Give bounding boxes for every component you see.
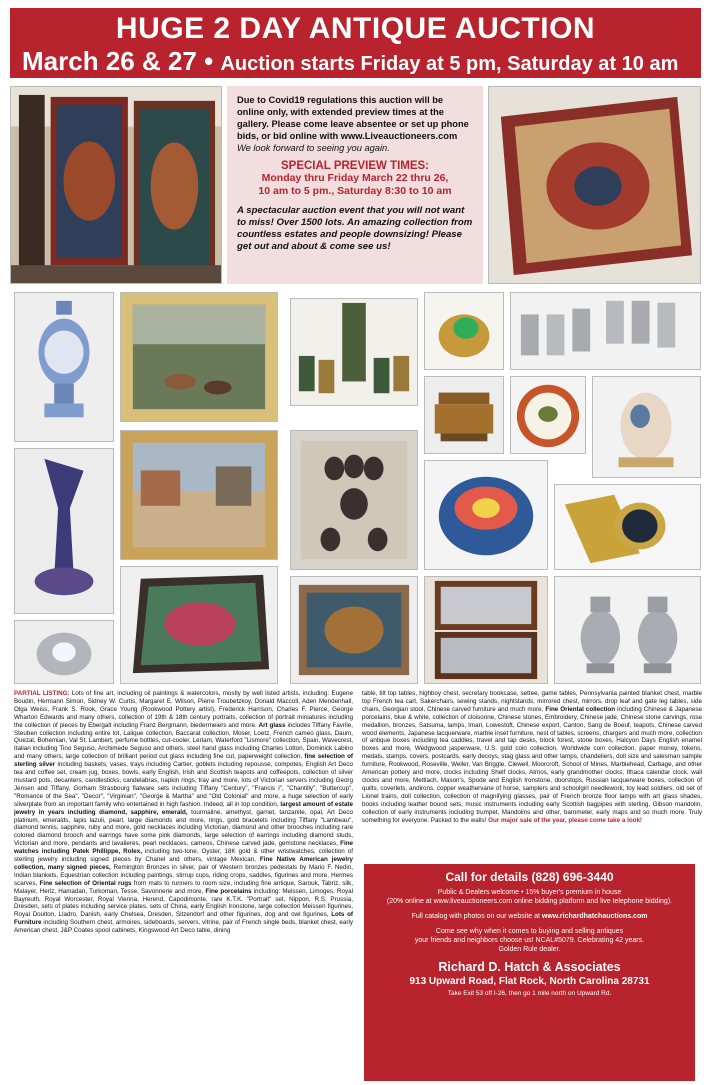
auction-title: HUGE 2 DAY ANTIQUE AUCTION	[115, 12, 596, 45]
photo-beaded-tray	[120, 566, 278, 684]
listing-text: Remington Bronzes in silver, pair of Western bronzes pedestals by Mario F. Nedin, Indian blankets, Equestrian collection including paintings, stirrup cups, riding crops, saddles, figurines and more, Hermes scarves,	[14, 863, 353, 887]
photo-carved-lacquer-box	[424, 376, 504, 454]
photo-sterling-goblets	[510, 292, 701, 370]
photo-flatware-chest	[424, 576, 548, 684]
listing-highlight: Fine selection of Oriental rugs	[39, 879, 132, 887]
photo-gold-wristwatch	[554, 484, 701, 570]
listing-column-right	[362, 690, 702, 880]
auction-dates-line	[22, 46, 678, 77]
listing-highlight: largest amount of estate jewelry in years including diamond, sapphire, emerald,	[14, 800, 353, 816]
online-premium-line: (20% online at www.liveauctioneers.com online bidding platform and live telephone bidding).	[386, 898, 673, 905]
listing-label: PARTIAL LISTING:	[14, 690, 70, 697]
listing-highlight: fine selection of sterling silver	[14, 753, 353, 769]
listing-highlight: Fine watches including Patek Phillippe, Rolex,	[14, 840, 353, 856]
listing-text: including baskets, vases, trays including Cartier, goblets including repousse, compotes, English Art Deco tea and coffee set, cream jug, boxes, bowls, early English, Irish and Scottish teapots and coffeepots, collection of silver mustard pots, decanters, candlesticks, candelabras, napkin rings, tray and more, lots of Victorian servers including Georg Jensen and Tiffany, Gorham Strasbourg flatware sets including Tiffany "Century", "Francis I", "Chantilly", "Buttercup", "Romance of the Sea", "Decor", "Virginian", "George & Martha" and "Old Colonial" and more, a huge selection of early silverplate from an important family who entertained in high fashion. Indeed, all in top condition,	[14, 761, 353, 808]
listing-highlight: Fine Native American jewelry collection, many signed pieces,	[14, 856, 353, 871]
photo-silver-vases-pair	[554, 576, 701, 684]
listing-text: including Southern chest, armoires, sideboards, servers, vitrine, pair of French single beds, blanket chest, early American chest, J&P Coates spool cabinets, Kingswood Art Deco table, dining	[14, 919, 353, 935]
look-forward-text: We look forward to seeing you again.	[237, 143, 390, 153]
listing-text: table, tilt top tables, highboy chest, secretary bookcase, settee, game tables, Pennsylvania painted blanket chest, marble top French tea cart, Sakerchairs, sewing stands, nightstands, mirrored chest, mirrors, drop leaf and gate leg tables, side chairs, Georgian stool, Chinese carved furniture and much more,	[362, 690, 702, 713]
photo-street-scene-painting	[120, 430, 278, 560]
call-for-details: Call for details (828) 696-3440	[445, 870, 614, 884]
website-link[interactable]: www.richardhatchauctions.com	[541, 913, 648, 920]
photo-oriental-rug-small	[290, 576, 418, 684]
photo-framed-portrait-miniatures	[290, 430, 418, 570]
listing-text: tourmaline, amethyst, garnet, tanzanite, opal, Art Deco platinum, emeralds, lapis lazuli, pearl, large diamonds and more, rings, gold bracelets including Tiffany "Lambeau", diamond tennis, sapphire, ruby and more, gold necklaces including Victorian, diamond and other brooches including rare colored diamond brooch and earrings have some pink diamonds, large selection of earrings including diamond studs, Victorian and more, pendants and lavalieres, pearl necklaces, cameos, Chinese carved jade, gemstone necklaces,	[14, 808, 353, 848]
come-see-line-3: Golden Rule dealer.	[498, 946, 561, 953]
covid-notice-text: Due to Covid19 regulations this auction will be online only, with extended preview times at the gallery. Please come leave absentee or set up phone bids, or bid online with www.Liveauctioneers.com	[237, 95, 469, 141]
photo-cloisonne-box	[424, 460, 548, 570]
auction-dates: March 26 & 27 •	[22, 46, 214, 76]
listing-text: Lots of fine art, including oil paintings & watercolors, mostly by well listed artists, including: Eugene Boudin, Hermann Simon, Sidney W. Curtis, Margaret E. Wilson, Pierre Troubetzkoy, Donald Maccoll, Aden Mendenhall, Olga Weiss, Frank S. Rook, Grace Young (Rookwood Pottery artist), Frederick Harrison, Charles F. Pierce, George Wharton Edwards and many others, collection of 19th & 18th century portraits, collection of portrait miniatures including the collection of pieces by Ebergalt including Franz Bergmann, biedermeiers and more.	[14, 690, 353, 729]
listing-highlight: Fine Oriental collection	[545, 705, 616, 713]
company-address: 913 Upward Road, Flat Rock, North Carolina 28731	[409, 976, 650, 987]
photo-art-glass-vase	[14, 448, 114, 614]
photo-art-deco-ring	[14, 620, 114, 684]
photo-jasperware-urn	[14, 292, 114, 442]
catalog-lead-text: Full catalog with photos on our website at	[411, 913, 540, 920]
buyers-premium-info	[364, 888, 695, 906]
notice-box	[227, 86, 483, 284]
company-name: Richard D. Hatch & Associates	[438, 960, 621, 974]
preview-times-title: SPECIAL PREVIEW TIMES:	[280, 160, 430, 172]
listing-column-left	[14, 690, 353, 1080]
covid-notice	[237, 94, 473, 154]
catalog-info	[364, 912, 695, 921]
auction-header-banner	[10, 8, 701, 78]
listing-text: from mats to runners to room size, including fine antique, Sarouk, Tabriz, silk, Malayer, Heriz, Hamadan, Turkoman, Tesse, Savonnerie and more,	[14, 879, 353, 895]
come-see-line-2: your friends and neighbors choose us! NCAL#5079. Celebrating 42 years.	[414, 937, 645, 944]
contact-box	[364, 864, 695, 1081]
preview-times-line-2: 10 am to 5 pm., Saturday 8:30 to 10 am	[258, 185, 452, 197]
listing-text: including two-tone, Oyster, 18K gold & other wristwatches, collection of sterling jewelry including signed pieces by Chanel and others, vintage Mexican,	[14, 848, 353, 864]
come-see-text	[364, 927, 695, 954]
come-see-line-1: Come see why when it comes to buying and selling antiques	[435, 928, 624, 935]
photo-porcelain-figurine-group	[592, 376, 701, 478]
listing-highlight: Art glass	[258, 721, 286, 729]
photo-oriental-rug-gallery	[10, 86, 222, 284]
driving-directions: Take Exit 53 off I-26, then go 1 mile north on Upward Rd.	[447, 990, 612, 997]
listing-highlight: Lots of Furniture	[14, 911, 353, 927]
photo-persian-rug	[488, 86, 701, 284]
preview-times-line-1: Monday thru Friday March 22 thru 26,	[261, 172, 449, 184]
listing-highlight: Fine porcelains	[205, 887, 252, 895]
listing-text: including: Meissen, Limoges, Royal Bayreuth, Royal Worcester, Royal Vienna, Herend, Capodimonte, rare K.T.K. "Portrait" set, Nippon, R.S. Prussia, Dresden, sets of plates including service plates, sets of China, early English Ironstone, large collection Meissen figurines, Royal Doulton, Lladro, Danish, early Chelsea, Dresden, Sitzendorf and other figurines, dog and owl figurines,	[14, 887, 353, 919]
public-dealers-line: Public & Dealers welcome • 15% buyer's premium in house	[437, 889, 622, 896]
listing-text: includes Tiffany Favrile, Steuben collection including entire lot, Lalique collection, Baccarat collection, Moser, Loetz, French cameo glass, Daum, Quezal, Bohemian, Val St. Lambert, perfume bottles, cut-cooler, Lerlam, Waterford "Lismore" collection, Spain, Wavecrest, Italian including Tino Seguso, Archimede Seguso and others, steel hand glass including Charles Lotton, Dominick Labino and many others, large collection of brilliant period cut glass including fine cut, paperweight collection,	[14, 721, 353, 761]
spectacular-event-text: A spectacular auction event that you will not want to miss! Over 1500 lots. An amazing collection from countless estates and people downsizing! Please get out and about & come see us!	[237, 205, 473, 252]
photo-bird-plate	[510, 376, 586, 454]
auction-start-times: Auction starts Friday at 5 pm, Saturday at 10 am	[220, 53, 679, 75]
photo-landscape-painting-cows	[120, 292, 278, 422]
major-sale-tagline: Our major sale of the year, please come take a look!	[488, 816, 643, 824]
photo-jade-gold-ring	[424, 292, 504, 370]
photo-porcelain-pitcher-set	[290, 298, 418, 406]
listing-text: including Chinese & Japanese porcelains, blue & white, collection of cloisonne, Chinese stones, Embroidery, Chinese jade, Chinese stone carvings, rose medallion, bronzes, Satsuma, lamps, Imari, Lowestoft, Chinese export, Canton, Sang de Boeuf, teapots, Chinese carved wood elements, Japanese lacquerware, marble inset furniture, nest of tables, screens, chargers and much more, collection of antique boxes including tea caddies, travel and tap desks, block forest, stone boxes, Halcyon Days English enamel boxes and more, Wedgwood jasperware, U.S. gold coin collection, Worldwide coin collection, paper money, tokens, medals, stamps, covers, postcards, early decoys, stag glass and other lamps, chandeliers, doll size and salesman sample furniture, Rookwood, Roseville, Weller, Van Briggle, Clewell, Moorcroft, School of Mines, Marblehead, Carbage, and other American pottery and more, clocks including Shelf clocks, Atmos, early grandmother clocks, Ithaca calendar clock, wall clocks and more, Mettlach, Mason's, Spode and English Ironstone, doorstops, Russian lacquerware boxes, collection of quilts, coverlets, andirons, copper weathervane of horse, samplers and schoolgirl needlework, toy lead soldiers, old set of Lionel trains, doll collection, collection of magnifying glasses, pair of French bronze floor lamps with art glass shades, books including leather bound sets, music instruments including early Scottish bagpipes with sterling, Gibson mandolin, collection of early instruments including trumpet, Mandolins and other, barometer, early maps and so much more. Truly something for everyone. Packed to the walls!	[362, 705, 702, 824]
